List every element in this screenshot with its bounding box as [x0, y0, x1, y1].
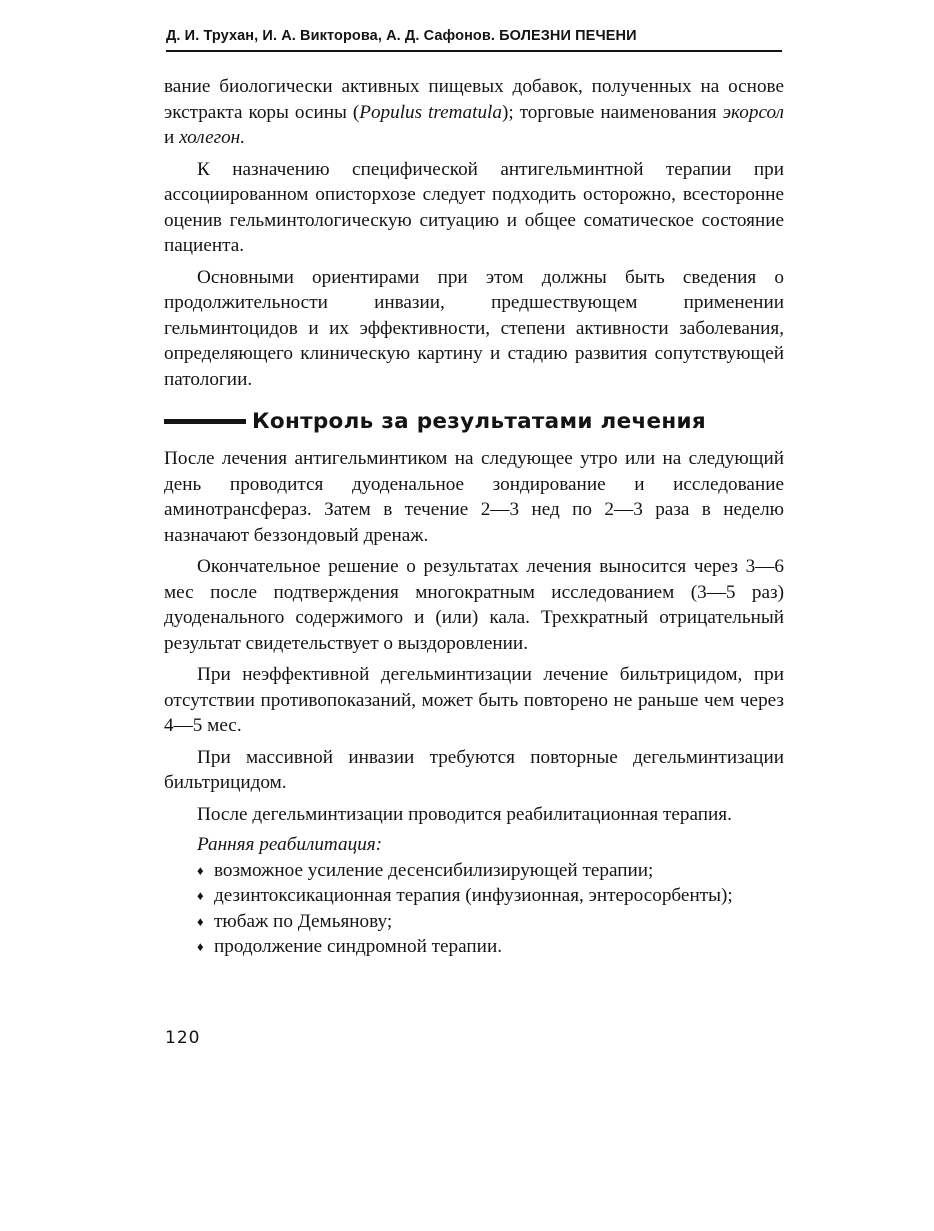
paragraph: Основными ориентирами при этом должны быть сведения о продолжительности инвазии, предшествующем применении гельминтоцидов и их эффективности, степени активности заболевания, определяющего клиническую картину и стадию развития сопутствующей патологии.	[164, 266, 784, 390]
paragraph: После дегельминтизации проводится реабилитационная терапия.	[197, 803, 732, 825]
subheading: Ранняя реабилитация:	[197, 834, 383, 855]
page-number: 120	[165, 1028, 201, 1048]
list-item	[164, 883, 784, 909]
text-run: вание биологически активных пищевых добавок, полученных на основе экстракта коры осины (	[164, 76, 784, 123]
section-body	[164, 446, 784, 960]
text-run: и	[164, 127, 180, 148]
trade-name: экорсол	[722, 101, 784, 123]
diamond-bullet-icon: ♦	[197, 862, 204, 878]
diamond-bullet-icon: ♦	[197, 888, 204, 903]
list-item-text: тюбаж по Демьянову;	[214, 910, 393, 932]
intro-text	[164, 74, 784, 392]
list-item	[164, 858, 784, 884]
latin-name: Populus trematula	[359, 101, 502, 123]
running-head	[166, 28, 782, 52]
paragraph: К назначению специфической антигельминтной терапии при ассоциированном описторхозе следует подходить осторожно, всесторонне оценив гельминтологическую ситуацию и общее соматическое состояние пациента.	[164, 158, 784, 256]
paragraph: После лечения антигельминтиком на следующее утро или на следующий день проводится дуоденальное зондирование и исследование аминотрансфераз. Затем в течение 2—3 нед по 2—3 раза в неделю назначают беззондовый дренаж.	[164, 448, 784, 546]
paragraph	[164, 74, 784, 151]
heading-rule	[164, 419, 246, 424]
section-heading	[164, 406, 706, 436]
list-item	[164, 934, 784, 960]
diamond-bullet-icon: ♦	[197, 939, 204, 954]
paragraph: Окончательное решение о результатах лечения выносится через 3—6 мес после подтверждения многократным исследованием (3—5 раз) дуоденального содержимого и (или) кала. Трехкратный отрицательный результат свидетельствует о выздоровлении.	[164, 556, 784, 654]
text-run: ); торговые наименования	[501, 101, 723, 123]
paragraph: При неэффективной дегельминтизации лечение бильтрицидом, при отсутствии противопоказаний, может быть повторено не раньше чем через 4—5 мес.	[164, 664, 784, 736]
list-item-text: продолжение синдромной терапии.	[214, 936, 503, 957]
list-item-text: возможное усиление десенсибилизирующей терапии;	[214, 859, 654, 881]
paragraph: При массивной инвазии требуются повторные дегельминтизации бильтрицидом.	[164, 746, 784, 793]
section-title: Контроль за результатами лечения	[252, 408, 707, 434]
bullet-list	[164, 858, 784, 960]
list-item	[164, 909, 784, 935]
running-head-text: Д. И. Трухан, И. А. Викторова, А. Д. Сафонов. БОЛЕЗНИ ПЕЧЕНИ	[166, 28, 637, 44]
diamond-bullet-icon: ♦	[197, 913, 204, 929]
list-item-text: дезинтоксикационная терапия (инфузионная, энтеросорбенты);	[214, 885, 733, 906]
trade-name: холегон.	[179, 127, 245, 148]
